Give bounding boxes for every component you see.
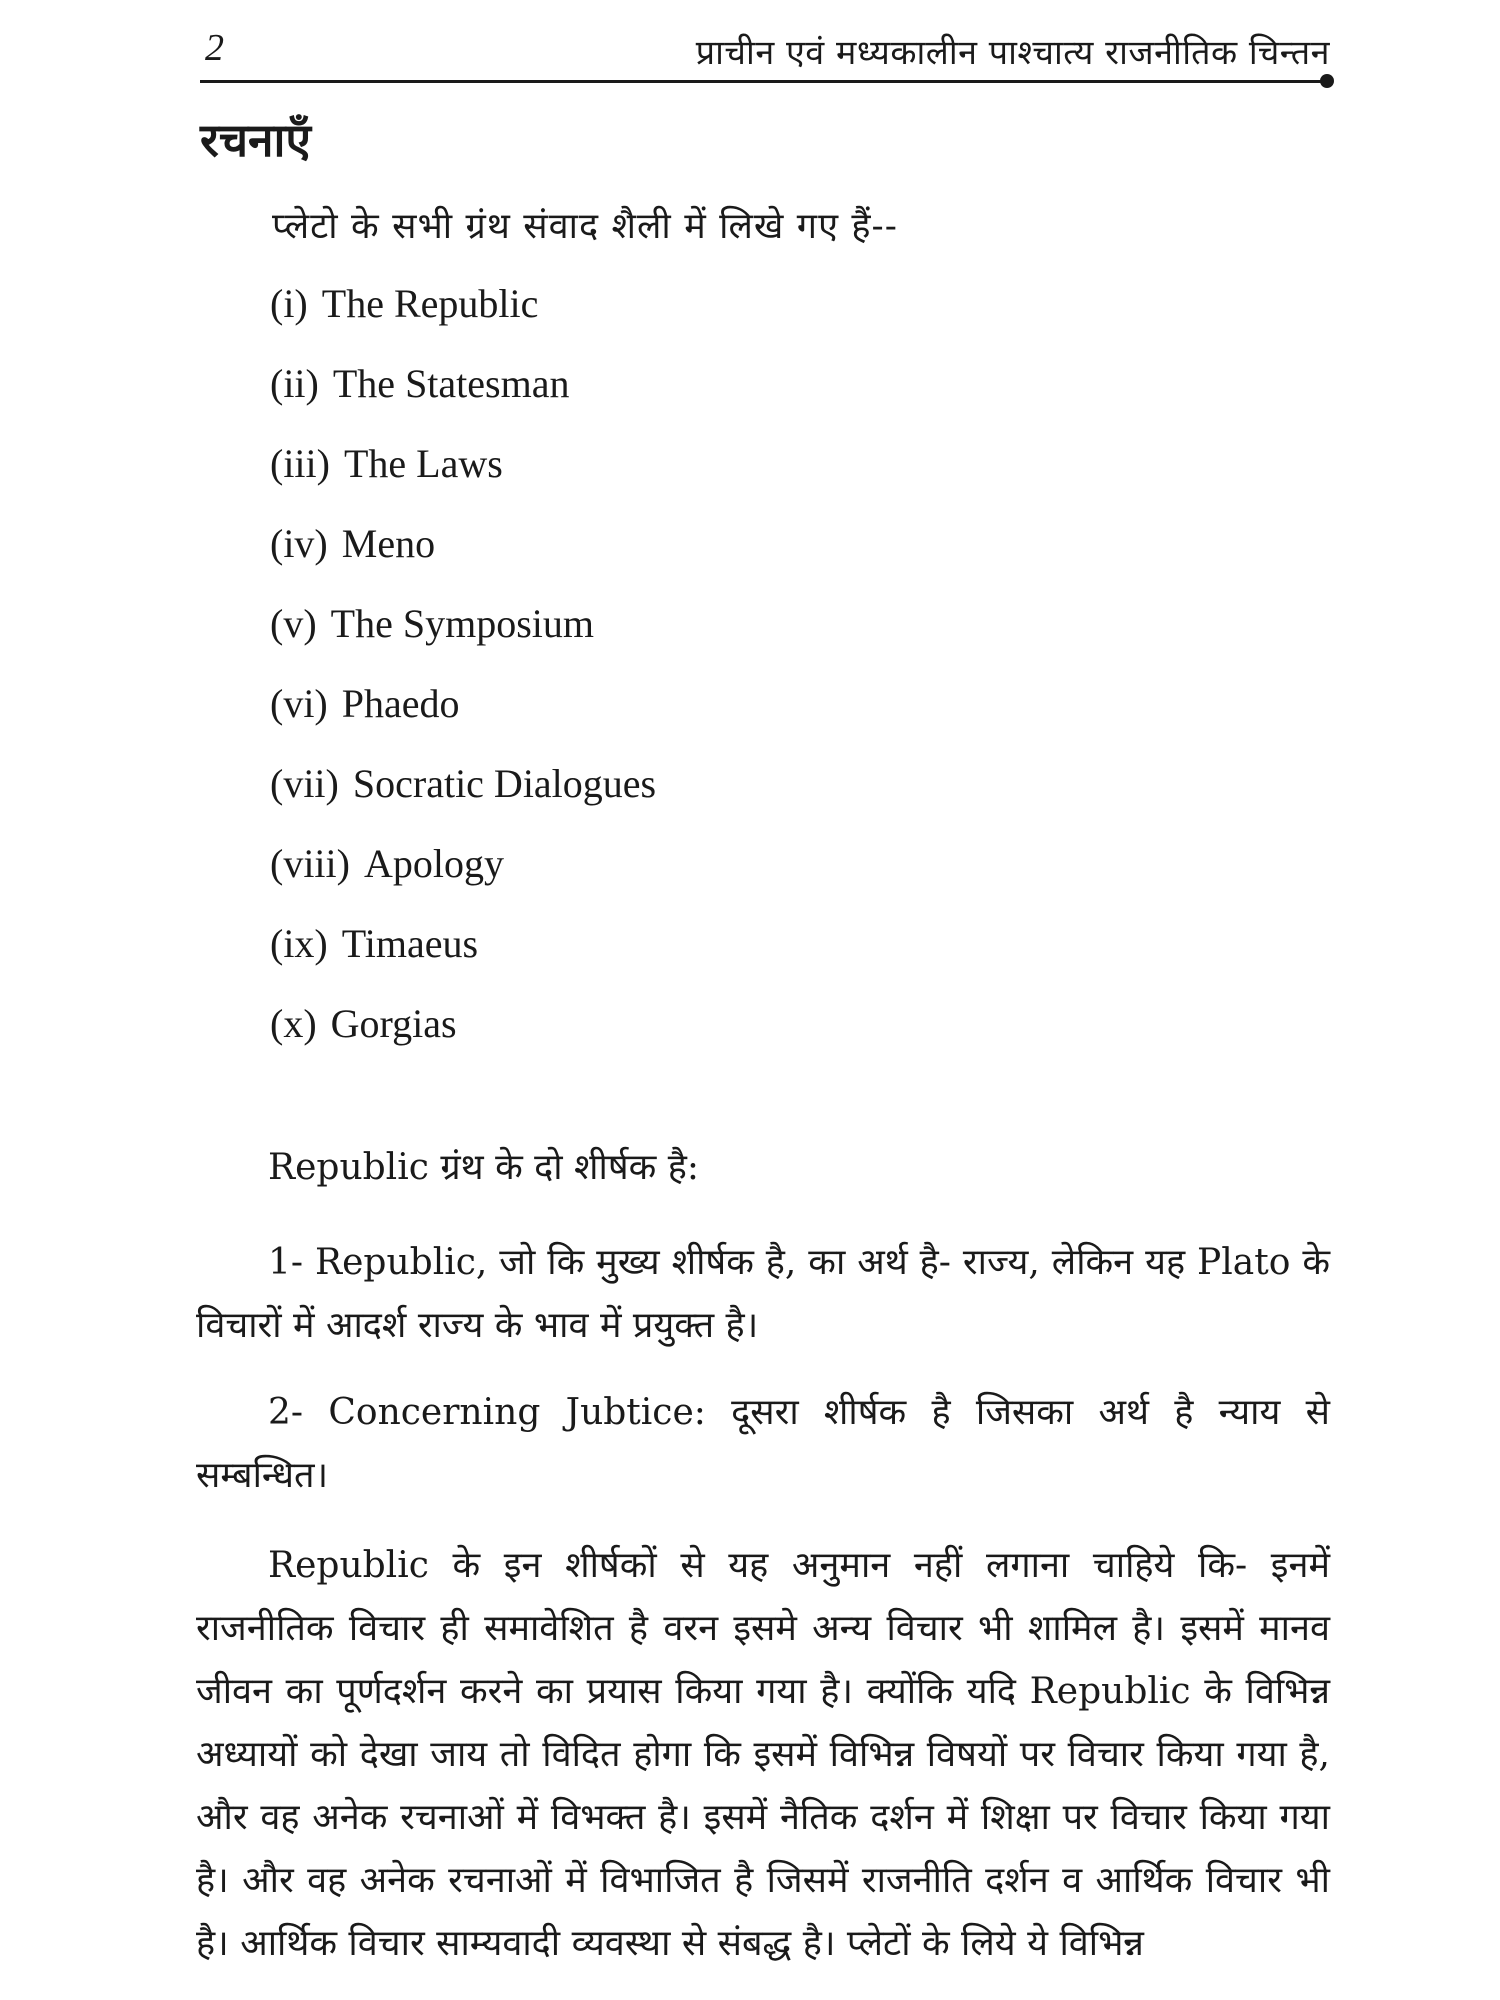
- header-rule-dot: [1320, 74, 1334, 88]
- list-item-title: The Republic: [321, 281, 539, 326]
- list-item: [270, 920, 656, 1000]
- list-item-title: The Symposium: [330, 601, 594, 646]
- second-title-paragraph: 2- Concerning Jubtice: दूसरा शीर्षक है जिसका अर्थ है न्याय से सम्बन्धित।: [196, 1392, 1330, 1496]
- works-list: [270, 280, 656, 1080]
- list-item-title: Phaedo: [341, 681, 460, 726]
- list-item-number: (vi): [270, 681, 328, 726]
- list-item-number: (iii): [270, 441, 330, 486]
- list-item-title: Timaeus: [341, 921, 479, 966]
- list-item-title: Gorgias: [330, 1001, 457, 1046]
- list-item-title: The Statesman: [332, 361, 570, 406]
- list-item-title: Apology: [363, 841, 504, 886]
- list-item: [270, 680, 656, 760]
- page-header: [200, 22, 1330, 80]
- list-item: [270, 440, 656, 520]
- list-item: [270, 760, 656, 840]
- list-item-title: The Laws: [343, 441, 503, 486]
- list-item: [270, 600, 656, 680]
- list-item-number: (i): [270, 281, 308, 326]
- intro-sentence: प्लेटो के सभी ग्रंथ संवाद शैली में लिखे गए हैं--: [272, 206, 898, 247]
- list-item-number: (ii): [270, 361, 319, 406]
- list-item: [270, 280, 656, 360]
- header-rule: [200, 80, 1325, 83]
- page-number: 2: [205, 27, 224, 69]
- list-item-title: Socratic Dialogues: [352, 761, 657, 806]
- list-item: [270, 1000, 656, 1080]
- section-heading: रचनाएँ: [200, 113, 311, 167]
- list-item-number: (viii): [270, 841, 350, 886]
- body-paragraph: Republic के इन शीर्षकों से यह अनुमान नहीं लगाना चाहिये कि- इनमें राजनीतिक विचार ही समावेशित है वरन इसमे अन्य विचार भी शामिल है। इसमें मानव जीवन का पूर्णदर्शन करने का प्रयास किया गया है। क्योंकि यदि Republic के विभिन्न अध्यायों को देखा जाय तो विदित होगा कि इसमें विभिन्न विषयों पर विचार किया गया है, और वह अनेक रचनाओं में विभक्त है। इसमें नैतिक दर्शन में शिक्षा पर विचार किया गया है। और वह अनेक रचनाओं में विभाजित है जिसमें राजनीति दर्शन व आर्थिक विचार भी है। आर्थिक विचार साम्यवादी व्यवस्था से संबद्ध है। प्लेटों के लिये ये विभिन्न: [196, 1545, 1330, 1964]
- list-item-number: (vii): [270, 761, 339, 806]
- running-title: प्राचीन एवं मध्यकालीन पाश्चात्य राजनीतिक चिन्तन: [695, 33, 1330, 73]
- list-item-title: Meno: [341, 521, 436, 566]
- list-item-number: (ix): [270, 921, 328, 966]
- list-item: [270, 840, 656, 920]
- titles-intro-paragraph: Republic ग्रंथ के दो शीर्षक है:: [268, 1147, 699, 1188]
- list-item-number: (iv): [270, 521, 328, 566]
- list-item-number: (v): [270, 601, 317, 646]
- list-item-number: (x): [270, 1001, 317, 1046]
- first-title-paragraph: 1- Republic, जो कि मुख्य शीर्षक है, का अर्थ है- राज्य, लेकिन यह Plato के विचारों में आदर्श राज्य के भाव में प्रयुक्त है।: [196, 1242, 1330, 1346]
- list-item: [270, 360, 656, 440]
- list-item: [270, 520, 656, 600]
